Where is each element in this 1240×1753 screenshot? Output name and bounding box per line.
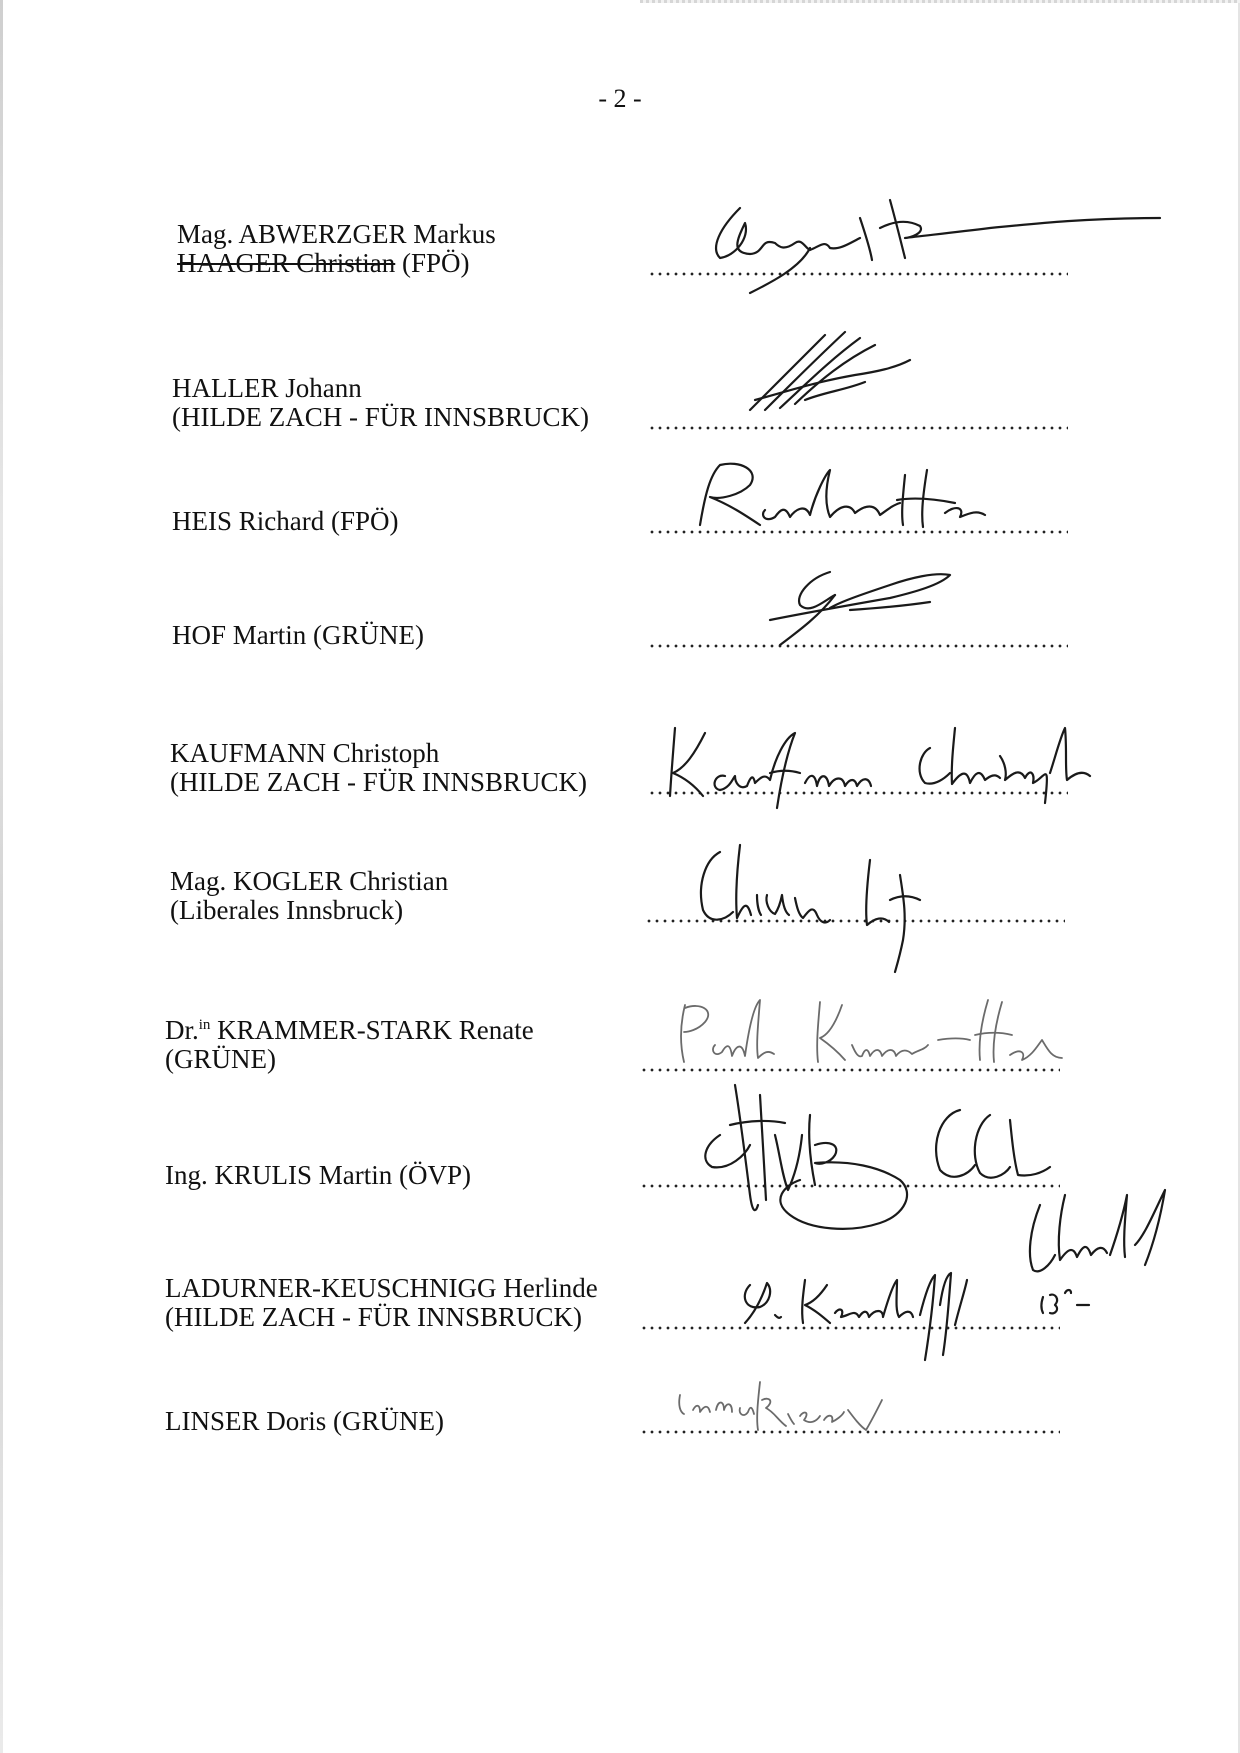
member-name: HOF Martin (GRÜNE) — [172, 620, 424, 650]
member-name-block — [172, 621, 424, 650]
signature-linser-icon — [668, 1370, 928, 1445]
member-party: (Liberales Innsbruck) — [170, 895, 404, 925]
signature-krammer-stark-icon — [670, 990, 1070, 1080]
member-name-block — [170, 867, 448, 925]
member-name-block — [165, 1407, 444, 1436]
member-name-block — [165, 1161, 471, 1190]
member-name-block — [172, 507, 398, 536]
signature-haller-icon — [745, 330, 915, 415]
member-party: (FPÖ) — [402, 248, 470, 278]
signature-line — [648, 426, 1068, 430]
member-name: Mag. KOGLER Christian — [170, 866, 449, 896]
member-name: KAUFMANN Christoph — [170, 738, 440, 768]
signature-entry — [0, 1356, 1240, 1436]
signature-heis-icon — [665, 455, 995, 535]
member-name: Ing. KRULIS Martin (ÖVP) — [165, 1160, 471, 1190]
signature-entry — [0, 845, 1240, 925]
member-name-block — [165, 1274, 598, 1332]
struck-member-name: HAAGER Christian — [177, 248, 396, 278]
member-name-block — [170, 739, 587, 797]
member-name: Mag. ABWERZGER Markus — [177, 219, 496, 249]
signature-hof-icon — [740, 560, 960, 650]
member-name-block — [172, 374, 589, 432]
member-name: KRAMMER-STARK Renate — [210, 1015, 534, 1045]
signature-ladurner-keuschnigg-icon — [715, 1185, 1185, 1365]
member-name: LINSER Doris (GRÜNE) — [165, 1406, 444, 1436]
member-prefix-sup: in — [198, 1017, 211, 1033]
member-name: HEIS Richard (FPÖ) — [172, 506, 399, 536]
signature-entry — [0, 352, 1240, 432]
signature-kaufmann-icon — [655, 718, 1095, 808]
member-party: (HILDE ZACH - FÜR INNSBRUCK) — [172, 402, 589, 432]
signature-kogler-icon — [685, 840, 945, 975]
signature-entry — [0, 456, 1240, 536]
member-name-block — [177, 220, 496, 278]
member-name: LADURNER-KEUSCHNIGG Herlinde — [165, 1273, 598, 1303]
member-party: (HILDE ZACH - FÜR INNSBRUCK) — [170, 767, 587, 797]
member-party: (GRÜNE) — [165, 1044, 276, 1074]
member-prefix: Dr. — [165, 1015, 199, 1045]
member-party: (HILDE ZACH - FÜR INNSBRUCK) — [165, 1302, 582, 1332]
signature-abwerzger-icon — [690, 188, 1160, 298]
signature-entry — [0, 570, 1240, 650]
member-name: HALLER Johann — [172, 373, 362, 403]
scan-edge-top — [640, 0, 1240, 3]
page-number: - 2 - — [598, 84, 642, 113]
member-name-block — [165, 1016, 534, 1074]
